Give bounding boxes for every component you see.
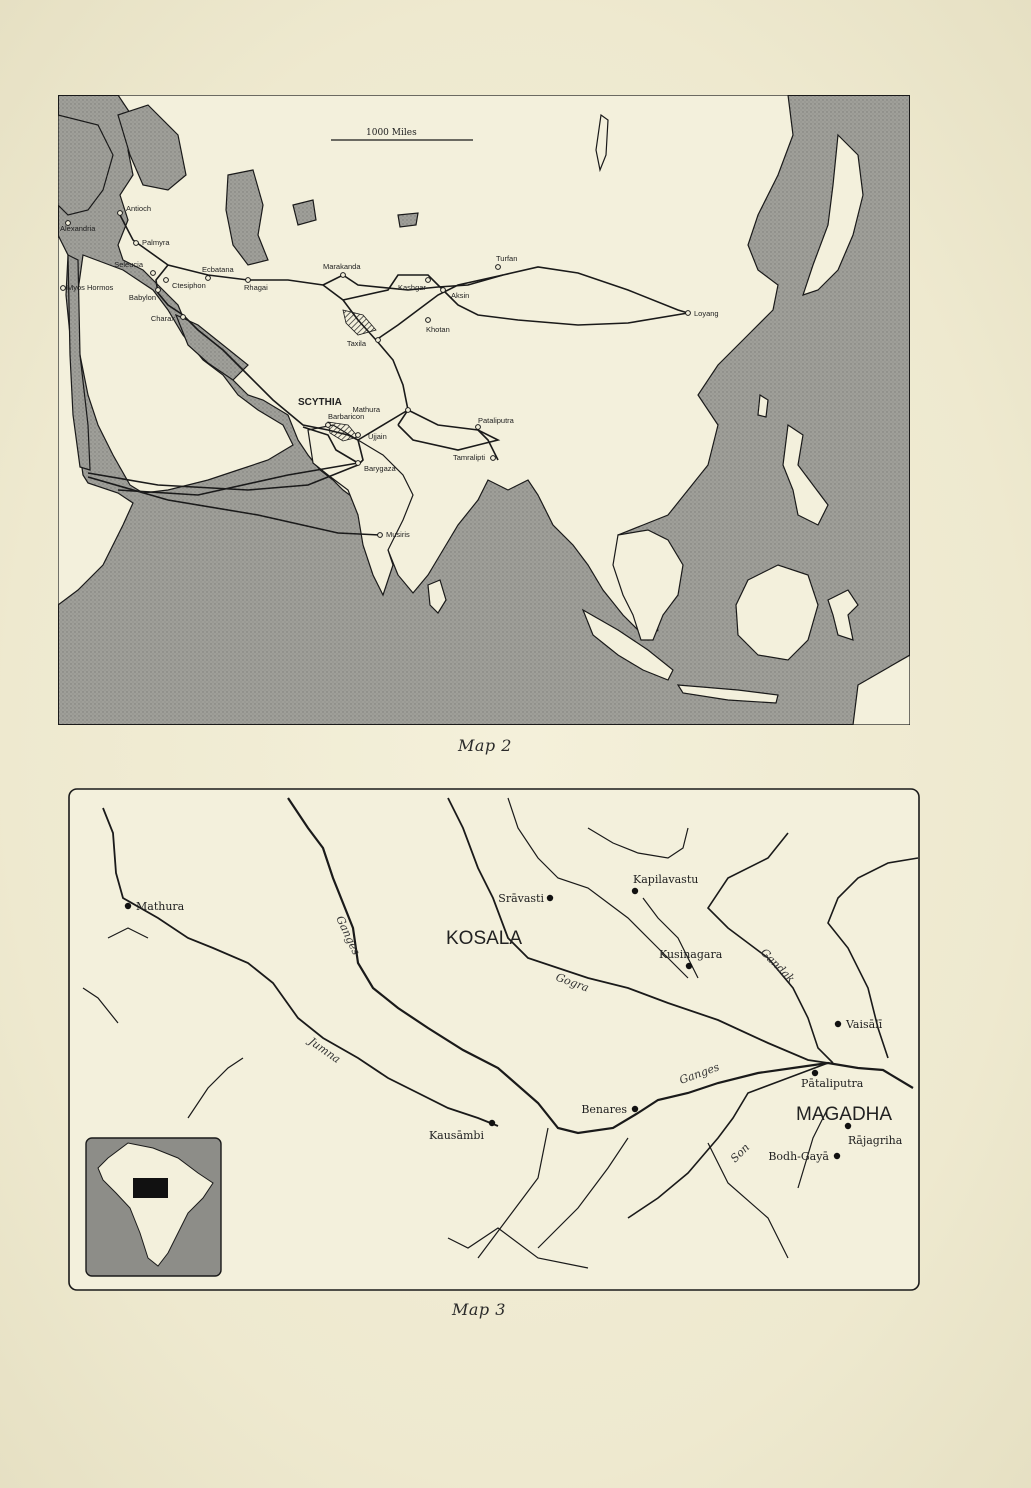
map-2 [58,95,910,725]
map-3-place-marker [812,1070,818,1076]
map-2-city-marker [406,408,411,413]
map-3-inset-highlight [133,1178,168,1198]
map-3-river-gogra: Gogra [553,970,591,995]
map-2-city-marker [496,265,501,270]
map-3-place-marker [632,1106,638,1112]
map-2-city-label: Myos Hormos [67,283,114,292]
map-3-region-magadha: MAGADHA [796,1104,893,1125]
map-2-city-marker [156,288,161,293]
map-3-caption: Map 3 [452,1300,506,1319]
map-2-caption: Map 2 [458,736,512,755]
map-2-city-label: Mathura [352,405,380,414]
map-2-city-label: Loyang [694,309,719,318]
map-3 [68,788,920,1291]
map-2-scale-label: 1000 Miles [366,128,417,138]
map-2-city-label: Tamralipti [453,453,486,462]
map-2-city-marker [134,241,139,246]
map-3-river-jumna: Jumna [306,1034,343,1066]
map-2-region-scythia: SCYTHIA [298,397,342,408]
map-2-city-label: Charax [150,314,175,323]
map-2-city-label: Ujjain [368,432,387,441]
map-2-city-label: Khotan [426,325,450,334]
map-2-city-marker [356,433,361,438]
map-2-city-label: Palmyra [142,238,170,247]
map-3-place-marker [125,903,131,909]
map-3-place-marker [834,1153,840,1159]
map-2-city-label: Musiris [386,530,410,539]
map-2-city-label: Barbaricon [328,412,365,421]
map-2-city-label: Antioch [126,204,152,213]
map-3-place-label: Srāvasti [498,892,544,905]
map-3-inset [86,1138,221,1276]
map-2-svg [58,95,910,725]
map-2-city-marker [426,318,431,323]
map-2-city-marker [164,278,169,283]
map-3-place-label: Kapilavastu [633,873,699,886]
map-2-city-label: Ecbatana [202,265,234,274]
map-3-place-label: Benares [581,1103,627,1116]
map-3-svg [68,788,920,1291]
map-2-city-marker [686,311,691,316]
map-3-place-label: Vaisālī [846,1018,883,1031]
map-3-river-ganges-west: Ganges [333,913,363,958]
map-3-river-gandak: Gandak [757,945,798,986]
map-3-place-label: Bodh-Gayā [768,1150,829,1163]
map-2-city-label: Babylon [128,293,156,302]
map-2-city-marker [151,271,156,276]
map-3-place-label: Kusinagara [659,948,723,961]
map-2-city-label: Rhagai [244,283,268,292]
map-2-city-marker [426,278,431,283]
map-2-city-label: Turfan [496,254,518,263]
map-2-city-label: Kashgar [398,283,426,292]
map-3-region-kosala: KOSALA [446,928,523,949]
map-2-city-marker [441,288,446,293]
map-2-city-marker [376,338,381,343]
map-2-city-label: Seleucia [114,260,143,269]
map-2-city-marker [378,533,383,538]
map-2-city-marker [181,315,186,320]
map-2-city-label: Barygaza [364,464,396,473]
map-3-river-ganges-east: Ganges [677,1060,722,1087]
map-3-place-marker [547,895,553,901]
map-3-place-marker [489,1120,495,1126]
map-3-place-label: Mathura [136,900,185,913]
map-2-city-marker [326,423,331,428]
map-2-city-label: Taxila [346,339,366,348]
map-2-city-marker [356,461,361,466]
map-2-city-marker [341,273,346,278]
map-3-place-marker [686,963,692,969]
map-3-place-label: Pātaliputra [801,1077,864,1090]
map-2-city-label: Alexandria [60,224,96,233]
map-2-city-marker [61,286,66,291]
map-2-city-label: Marakanda [323,262,361,271]
map-2-city-marker [118,211,123,216]
map-2-city-marker [246,278,251,283]
map-2-city-label: Ctesiphon [172,281,206,290]
map-2-city-marker [476,425,481,430]
map-2-city-marker [206,276,211,281]
map-3-place-marker [835,1021,841,1027]
map-3-place-label: Rājagriha [848,1134,903,1147]
map-2-city-marker [491,456,496,461]
map-3-river-son: Son [727,1140,753,1166]
map-2-city-label: Pataliputra [478,416,514,425]
map-3-place-marker [632,888,638,894]
map-2-city-label: Aksin [451,291,470,300]
map-3-place-label: Kausāmbi [428,1129,484,1142]
